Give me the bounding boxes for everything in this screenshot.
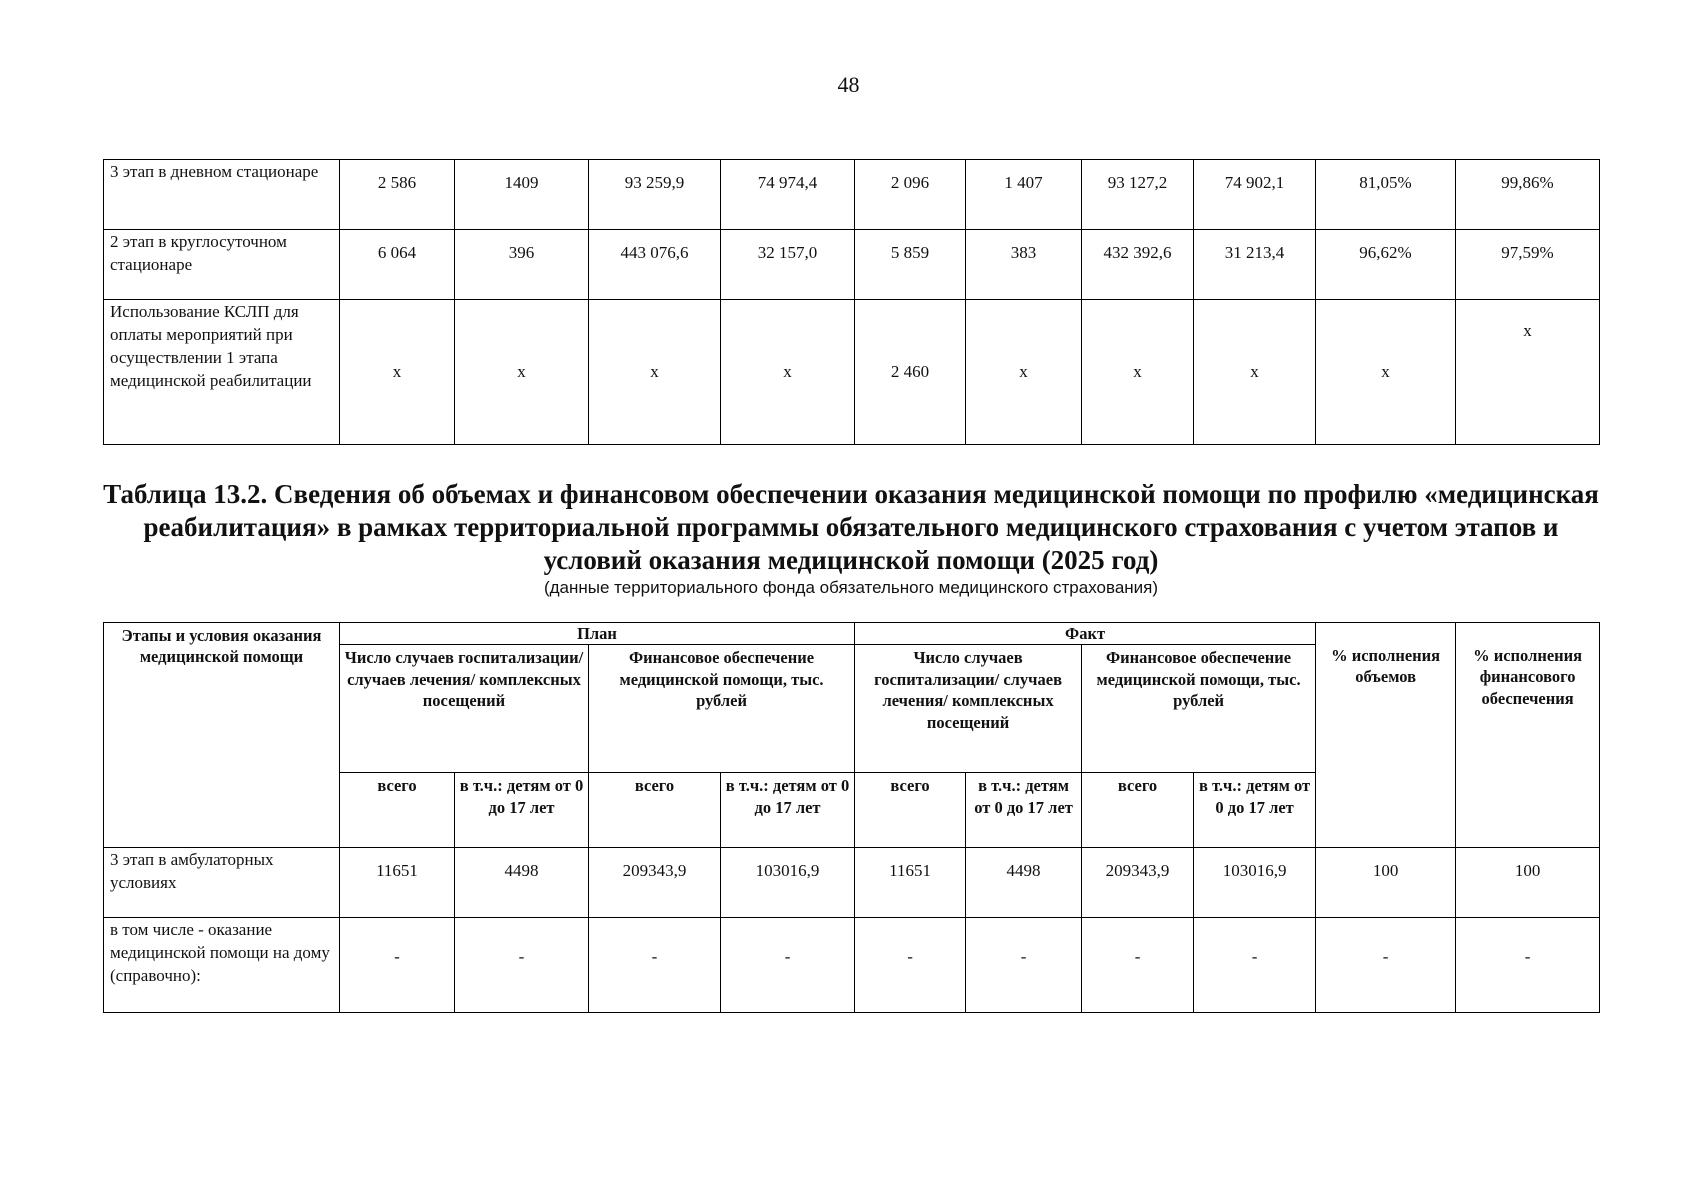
cell: - [589, 918, 721, 1013]
cell: 4498 [455, 848, 589, 918]
cell: 100 [1316, 848, 1456, 918]
row-label: 2 этап в круглосуточном стационаре [104, 230, 340, 300]
table-row [104, 300, 1600, 445]
cell: - [1082, 918, 1194, 1013]
cell: х [1194, 300, 1316, 445]
cell: х [966, 300, 1082, 445]
header-total: всего [1082, 773, 1194, 848]
cell: 209343,9 [1082, 848, 1194, 918]
cell: х [340, 300, 455, 445]
table-subtitle: (данные территориального фонда обязательного медицинского страхования) [543, 578, 1159, 597]
cell: х [1082, 300, 1194, 445]
header-total: всего [855, 773, 966, 848]
cell: 1 407 [966, 160, 1082, 230]
header-total: всего [340, 773, 455, 848]
header-fact: Факт [855, 623, 1316, 645]
cell: - [1194, 918, 1316, 1013]
cell: 1409 [455, 160, 589, 230]
cell: - [1456, 918, 1600, 1013]
cell: 74 974,4 [721, 160, 855, 230]
cell: - [455, 918, 589, 1013]
cell: х [1456, 300, 1600, 445]
cell: 96,62% [1316, 230, 1456, 300]
header-plan: План [340, 623, 855, 645]
cell: - [1316, 918, 1456, 1013]
header-fact-cases: Число случаев госпитализации/ случаев лечения/ комплексных посещений [855, 645, 1082, 773]
header-fact-finance: Финансовое обеспечение медицинской помощи, тыс. рублей [1082, 645, 1316, 773]
cell: х [1316, 300, 1456, 445]
cell: 4498 [966, 848, 1082, 918]
table-row [104, 848, 1600, 918]
header-total: всего [589, 773, 721, 848]
header-plan-cases: Число случаев госпитализации/ случаев лечения/ комплексных посещений [340, 645, 589, 773]
cell: 93 127,2 [1082, 160, 1194, 230]
table-rehabilitation [103, 622, 1600, 1013]
row-label: в том числе - оказание медицинской помощи на дому (справочно): [104, 918, 340, 1013]
cell: 11651 [340, 848, 455, 918]
cell: 2 460 [855, 300, 966, 445]
cell: 74 902,1 [1194, 160, 1316, 230]
row-label: Использование КСЛП для оплаты мероприятий при осуществлении 1 этапа медицинской реабилитации [104, 300, 340, 445]
cell: 2 586 [340, 160, 455, 230]
header-row [104, 623, 1600, 645]
cell: 209343,9 [589, 848, 721, 918]
cell: х [589, 300, 721, 445]
cell: 103016,9 [1194, 848, 1316, 918]
cell: - [721, 918, 855, 1013]
row-label: 3 этап в амбулаторных условиях [104, 848, 340, 918]
header-plan-finance: Финансовое обеспечение медицинской помощи, тыс. рублей [589, 645, 855, 773]
cell: 432 392,6 [1082, 230, 1194, 300]
cell: 443 076,6 [589, 230, 721, 300]
cell: 11651 [855, 848, 966, 918]
header-pct-finance: % исполнения финансового обеспечения [1456, 623, 1600, 848]
cell: 32 157,0 [721, 230, 855, 300]
header-pct-volume: % исполнения объемов [1316, 623, 1456, 848]
header-children: в т.ч.: детям от 0 до 17 лет [966, 773, 1082, 848]
header-stage: Этапы и условия оказания медицинской помощи [104, 623, 340, 848]
cell: 81,05% [1316, 160, 1456, 230]
cell: 6 064 [340, 230, 455, 300]
table-row [104, 230, 1600, 300]
cell: 103016,9 [721, 848, 855, 918]
header-children: в т.ч.: детям от 0 до 17 лет [721, 773, 855, 848]
table-continuation [103, 159, 1600, 445]
cell: - [966, 918, 1082, 1013]
table-title: Таблица 13.2. Сведения об объемах и финансовом обеспечении оказания медицинской помощи по профилю «медицинская реабилитация» в рамках территориальной программы обязательного медицинского страхования с учетом этапов и условий оказания медицинской помощи (2025 год) [103, 479, 1599, 575]
table-row [104, 160, 1600, 230]
cell: 396 [455, 230, 589, 300]
header-children: в т.ч.: детям от 0 до 17 лет [455, 773, 589, 848]
cell: х [455, 300, 589, 445]
page-number: 48 [837, 72, 860, 97]
table-row [104, 918, 1600, 1013]
row-label: 3 этап в дневном стационаре [104, 160, 340, 230]
header-children: в т.ч.: детям от 0 до 17 лет [1194, 773, 1316, 848]
cell: 2 096 [855, 160, 966, 230]
cell: - [340, 918, 455, 1013]
cell: х [721, 300, 855, 445]
cell: 100 [1456, 848, 1600, 918]
cell: 93 259,9 [589, 160, 721, 230]
cell: 97,59% [1456, 230, 1600, 300]
cell: 383 [966, 230, 1082, 300]
cell: 31 213,4 [1194, 230, 1316, 300]
cell: - [855, 918, 966, 1013]
cell: 99,86% [1456, 160, 1600, 230]
cell: 5 859 [855, 230, 966, 300]
